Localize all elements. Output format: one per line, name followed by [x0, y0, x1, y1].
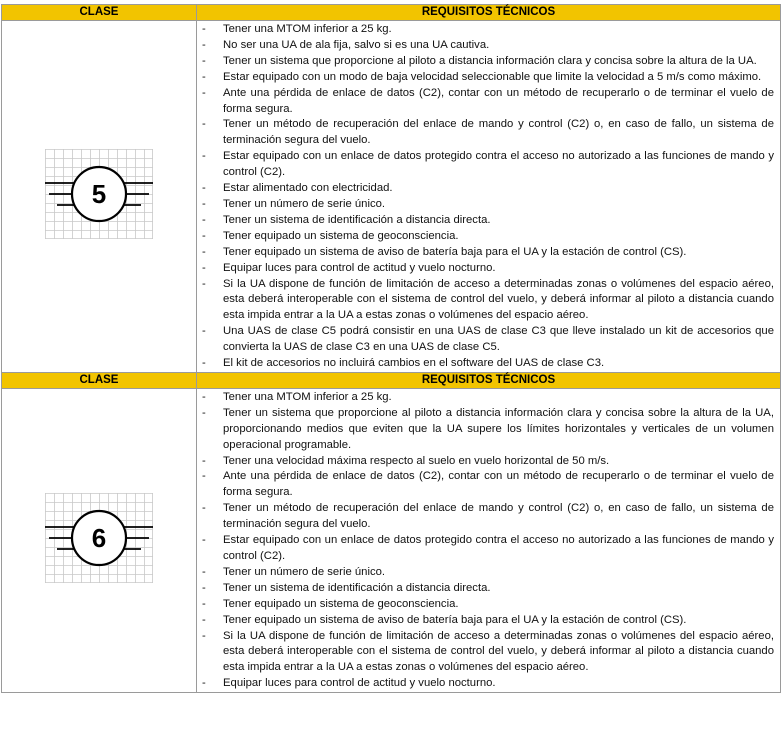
list-item: - Tener equipado un sistema de aviso de batería baja para el UA y la estación de control (CS). [197, 613, 774, 629]
list-item: - No ser una UA de ala fija, salvo si es una UA cautiva. [197, 38, 774, 54]
list-item: - Estar equipado con un enlace de datos protegido contra el acceso no autorizado a las funciones de mando y control (C2). [197, 149, 774, 181]
list-item: - Tener un sistema de identificación a distancia directa. [197, 213, 774, 229]
list-item: - Tener equipado un sistema de geoconsciencia. [197, 597, 774, 613]
list-item: - Estar equipado con un enlace de datos protegido contra el acceso no autorizado a las funciones de mando y control (C2). [197, 533, 774, 565]
section-6-row [2, 388, 781, 692]
class-6-number: 6 [91, 523, 107, 554]
list-item: - Tener una MTOM inferior a 25 kg. [197, 390, 774, 406]
list-item: - Tener un sistema de identificación a distancia directa. [197, 581, 774, 597]
list-item: - Estar alimentado con electricidad. [197, 181, 774, 197]
list-item: - Tener un método de recuperación del enlace de mando y control (C2) o, en caso de fallo, un sistema de terminación segura del vuelo. [197, 501, 774, 533]
list-item: - Tener un sistema que proporcione al piloto a distancia información clara y concisa sobre la altura de la UA, proporcionando medios que eviten que la UA supere los límites horizontales y verticales de un volumen operacional programable. [197, 406, 774, 454]
list-item: - Estar equipado con un modo de baja velocidad seleccionable que limite la velocidad a 5 m/s como máximo. [197, 70, 774, 86]
class-5-number: 5 [91, 178, 107, 209]
clase-header: CLASE [2, 5, 197, 21]
list-item: - Una UAS de clase C5 podrá consistir en una UAS de clase C3 que lleve instalado un kit de accesorios que convierta la UAS de clase C3 en una UAS de clase C5. [197, 324, 774, 356]
clase-header: CLASE [2, 372, 197, 388]
section-5-row [2, 21, 781, 373]
class-5-label-icon [45, 149, 153, 239]
list-item: - El kit de accesorios no incluirá cambios en el software del UAS de clase C3. [197, 356, 774, 372]
class-5-cell [2, 21, 197, 373]
list-item: - Si la UA dispone de función de limitación de acceso a determinadas zonas o volúmenes del espacio aéreo, esta deberá interoperable con el sistema de control del vuelo, y deberá informar al piloto a distancia cuando esta impida entrar a la UA a estas zonas o volúmenes del espacio aéreo. [197, 629, 774, 677]
requisitos-header: REQUISITOS TÉCNICOS [197, 372, 781, 388]
class-6-label-icon [45, 493, 153, 583]
requisitos-header: REQUISITOS TÉCNICOS [197, 5, 781, 21]
list-item: - Tener un método de recuperación del enlace de mando y control (C2) o, en caso de fallo, un sistema de terminación segura del vuelo. [197, 117, 774, 149]
list-item: - Si la UA dispone de función de limitación de acceso a determinadas zonas o volúmenes del espacio aéreo, esta deberá interoperable con el sistema de control del vuelo, y deberá informar al piloto a distancia cuando esta impida entrar a la UA a estas zonas o volúmenes del espacio aéreo. [197, 277, 774, 325]
requirements-list [197, 390, 774, 692]
class-6-requirements [197, 388, 781, 692]
list-item: - Tener una velocidad máxima respecto al suelo en vuelo horizontal de 50 m/s. [197, 454, 774, 470]
list-item: - Ante una pérdida de enlace de datos (C2), contar con un método de recuperarlo o de terminar el vuelo de forma segura. [197, 86, 774, 118]
list-item: - Tener un número de serie único. [197, 197, 774, 213]
class-5-requirements [197, 21, 781, 373]
requirements-table [1, 4, 781, 693]
list-item: - Tener equipado un sistema de aviso de batería baja para el UA y la estación de control (CS). [197, 245, 774, 261]
class-6-cell [2, 388, 197, 692]
list-item: - Ante una pérdida de enlace de datos (C2), contar con un método de recuperarlo o de terminar el vuelo de forma segura. [197, 469, 774, 501]
list-item: - Tener un número de serie único. [197, 565, 774, 581]
list-item: - Tener equipado un sistema de geoconsciencia. [197, 229, 774, 245]
list-item: - Tener un sistema que proporcione al piloto a distancia información clara y concisa sobre la altura de la UA. [197, 54, 774, 70]
list-item: - Equipar luces para control de actitud y vuelo nocturno. [197, 676, 774, 692]
section-6-header-row [2, 372, 781, 388]
list-item: - Tener una MTOM inferior a 25 kg. [197, 22, 774, 38]
list-item: - Equipar luces para control de actitud y vuelo nocturno. [197, 261, 774, 277]
section-5-header-row [2, 5, 781, 21]
requirements-list [197, 22, 774, 372]
